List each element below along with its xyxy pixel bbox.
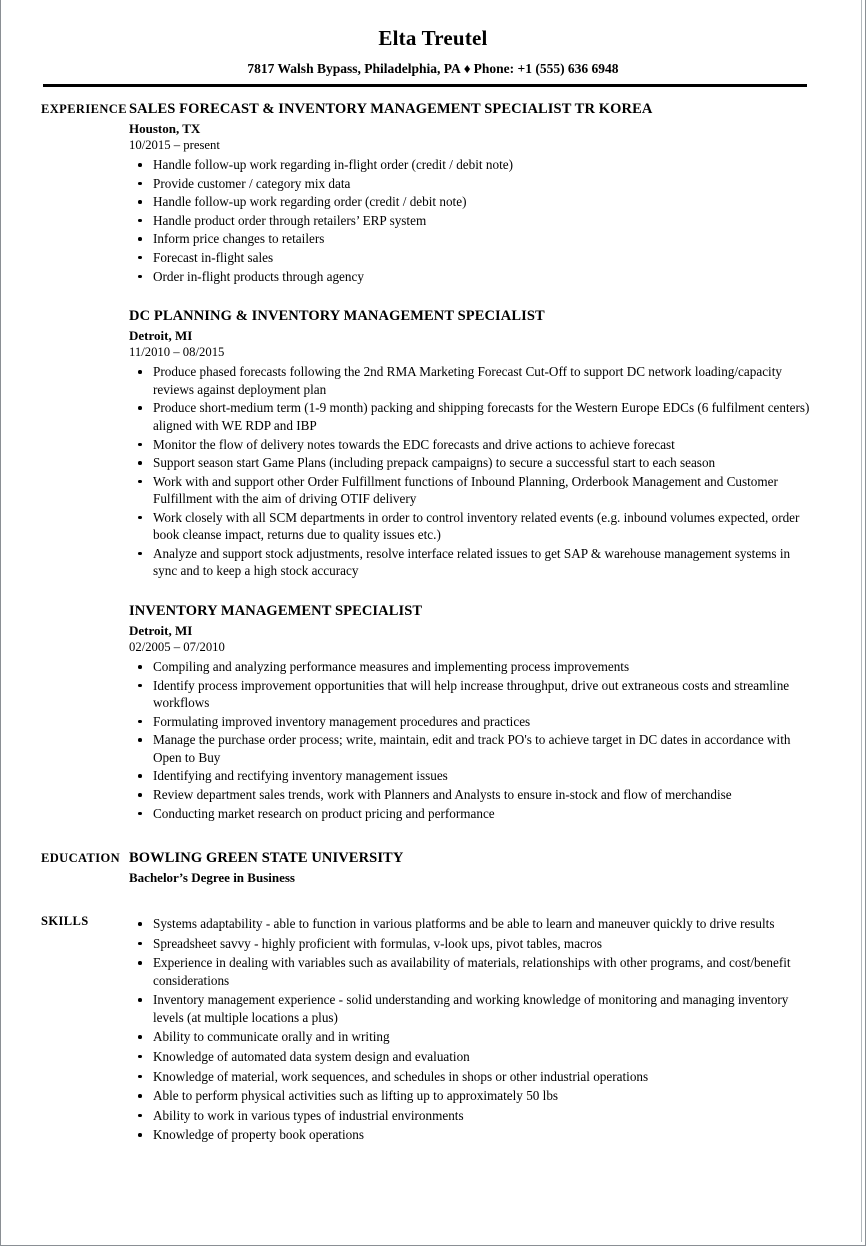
job-bullet: Provide customer / category mix data — [129, 175, 811, 193]
job-title: INVENTORY MANAGEMENT SPECIALIST — [129, 602, 423, 619]
job-bullet: Manage the purchase order process; write, maintain, edit and track PO's to achieve target in DC dates in accordance with Open to Buy — [129, 731, 811, 766]
skill-bullet: Knowledge of automated data system design and evaluation — [129, 1048, 811, 1066]
job-bullet: Identify process improvement opportunities that will help increase throughput, drive out extraneous costs and streamline workflows — [129, 677, 811, 712]
education-entry — [129, 850, 811, 886]
job-dates: 11/2010 – 08/2015 — [129, 345, 225, 360]
job-bullet: Handle follow-up work regarding order (credit / debit note) — [129, 193, 811, 211]
job-bullet: Review department sales trends, work with Planners and Analysts to ensure in-stock and flow of merchandise — [129, 786, 811, 804]
skill-bullet: Inventory management experience - solid understanding and working knowledge of monitoring and managing inventory levels (at multiple locations a plus) — [129, 991, 811, 1026]
candidate-address: 7817 Walsh Bypass, Philadelphia, PA — [247, 61, 461, 77]
section-skills — [1, 913, 865, 1144]
job-bullet: Analyze and support stock adjustments, resolve interface related issues to get SAP & warehouse management systems in sync and to keep a high stock accuracy — [129, 545, 811, 580]
skill-bullet: Ability to work in various types of industrial environments — [129, 1107, 811, 1125]
job-location: Detroit, MI — [129, 623, 193, 638]
experience-entry — [129, 603, 811, 822]
job-bullet: Produce short-medium term (1-9 month) packing and shipping forecasts for the Western Europe EDCs (6 fulfilment centers) aligned with WE RDP and IBP — [129, 399, 811, 434]
job-dates: 10/2015 – present — [129, 137, 220, 152]
job-bullet: Monitor the flow of delivery notes towards the EDC forecasts and drive actions to achieve forecast — [129, 436, 811, 454]
job-bullet: Order in-flight products through agency — [129, 268, 811, 286]
experience-entry — [129, 101, 811, 285]
resume-body — [1, 87, 865, 1144]
skill-bullet: Knowledge of material, work sequences, and schedules in shops or other industrial operations — [129, 1068, 811, 1086]
diamond-separator-icon: ♦ — [463, 61, 471, 77]
education-degree: Bachelor’s Degree in Business — [129, 870, 295, 886]
resume-header — [1, 0, 865, 77]
job-bullet: Produce phased forecasts following the 2nd RMA Marketing Forecast Cut-Off to support DC network loading/capacity reviews against deployment plan — [129, 363, 811, 398]
job-title: DC PLANNING & INVENTORY MANAGEMENT SPECIALIST — [129, 308, 545, 325]
section-education — [1, 850, 865, 886]
job-bullet: Identifying and rectifying inventory management issues — [129, 767, 811, 785]
job-dates: 02/2005 – 07/2010 — [129, 639, 225, 654]
skill-bullet: Able to perform physical activities such as lifting up to approximately 50 lbs — [129, 1087, 811, 1105]
job-bullet: Conducting market research on product pricing and performance — [129, 805, 811, 823]
section-label-experience: EXPERIENCE — [41, 101, 127, 116]
skill-bullet: Ability to communicate orally and in writing — [129, 1028, 811, 1046]
job-bullet-list — [129, 156, 811, 285]
skills-list — [129, 913, 865, 1144]
job-bullet: Work with and support other Order Fulfillment functions of Inbound Planning, Orderbook Management and Customer Fulfillment with the aim of driving OTIF delivery — [129, 473, 811, 508]
job-title: SALES FORECAST & INVENTORY MANAGEMENT SPECIALIST TR KOREA — [129, 100, 653, 117]
experience-list — [129, 101, 865, 822]
section-label-education: EDUCATION — [41, 851, 121, 866]
job-bullet: Work closely with all SCM departments in order to control inventory related events (e.g. inbound volumes expected, order book cleanse impact, returns due to quality issues etc.) — [129, 509, 811, 544]
candidate-name: Elta Treutel — [378, 26, 488, 50]
job-bullet: Formulating improved inventory management procedures and practices — [129, 713, 811, 731]
skill-bullet: Spreadsheet savvy - highly proficient with formulas, v-look ups, pivot tables, macros — [129, 935, 811, 953]
skill-bullet: Systems adaptability - able to function in various platforms and be able to learn and maneuver quickly to drive results — [129, 915, 811, 933]
section-experience — [1, 101, 865, 822]
job-bullet: Inform price changes to retailers — [129, 230, 811, 248]
education-list — [129, 850, 865, 886]
job-bullet: Forecast in-flight sales — [129, 249, 811, 267]
job-bullet: Compiling and analyzing performance measures and implementing process improvements — [129, 658, 811, 676]
job-bullet: Handle product order through retailers’ ERP system — [129, 212, 811, 230]
experience-entry — [129, 308, 811, 580]
candidate-phone: Phone: +1 (555) 636 6948 — [473, 61, 619, 77]
skill-bullet: Experience in dealing with variables such as availability of materials, relationships with other programs, and cost/benefit considerations — [129, 954, 811, 989]
job-location: Detroit, MI — [129, 328, 193, 344]
candidate-contact-line — [1, 62, 865, 77]
job-bullet-list — [129, 658, 811, 822]
skill-bullet: Knowledge of property book operations — [129, 1126, 811, 1144]
job-location: Houston, TX — [129, 121, 201, 137]
section-label-skills: SKILLS — [41, 914, 89, 929]
job-bullet: Support season start Game Plans (including prepack campaigns) to secure a successful start to each season — [129, 454, 811, 472]
education-school: BOWLING GREEN STATE UNIVERSITY — [129, 850, 404, 867]
job-bullet: Handle follow-up work regarding in-flight order (credit / debit note) — [129, 156, 811, 174]
job-bullet-list — [129, 363, 811, 580]
skills-bullet-list — [129, 915, 811, 1144]
